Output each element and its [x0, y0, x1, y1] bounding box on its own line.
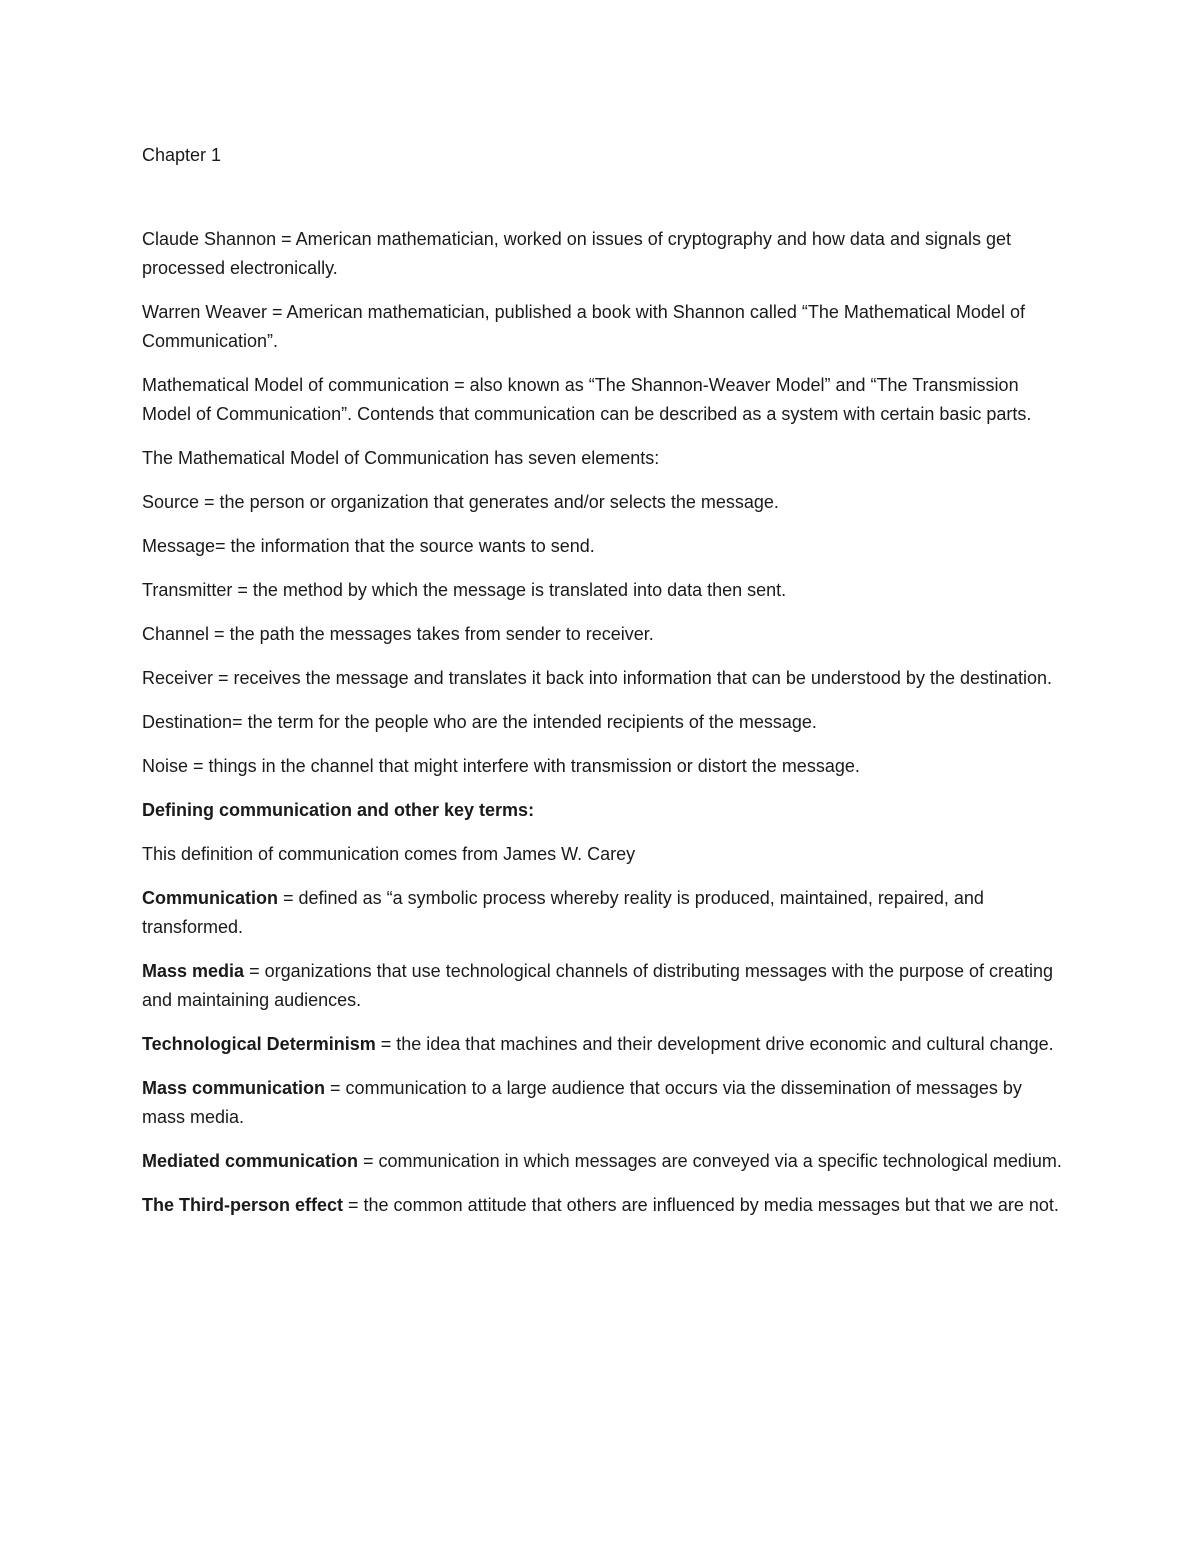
- paragraph-warren-weaver: [142, 298, 1062, 356]
- paragraph-third-person-effect: [142, 1191, 1062, 1220]
- term-definition: = communication in which messages are conveyed via a specific technological medium.: [358, 1151, 1062, 1171]
- paragraph-mass-media: [142, 957, 1062, 1015]
- paragraph-text: Message= the information that the source wants to send.: [142, 536, 595, 556]
- term-label: Technological Determinism: [142, 1034, 376, 1054]
- term-label: Communication: [142, 888, 279, 908]
- term-label: Mediated communication: [142, 1151, 359, 1171]
- paragraph-message: [142, 532, 1062, 561]
- paragraph-text: Transmitter = the method by which the message is translated into data then sent.: [142, 580, 787, 600]
- paragraph-noise: [142, 752, 1062, 781]
- term-label: The Third-person effect: [142, 1195, 344, 1215]
- paragraph-channel: [142, 620, 1062, 649]
- paragraph-text: The Mathematical Model of Communication has seven elements:: [142, 448, 660, 468]
- paragraph-carey-definition: [142, 840, 1062, 869]
- paragraph-text: Receiver = receives the message and translates it back into information that can be understood by the destination.: [142, 668, 1053, 688]
- paragraph-text: Destination= the term for the people who are the intended recipients of the message.: [142, 712, 817, 732]
- document-body: [142, 141, 1062, 1235]
- paragraph-destination: [142, 708, 1062, 737]
- paragraph-text: Channel = the path the messages takes from sender to receiver.: [142, 624, 654, 644]
- paragraph-receiver: [142, 664, 1062, 693]
- paragraph-communication: [142, 884, 1062, 942]
- paragraph-text: Claude Shannon = American mathematician, worked on issues of cryptography and how data and signals get processed electronically.: [142, 229, 1012, 278]
- paragraph-mediated-communication: [142, 1147, 1062, 1176]
- paragraph-text: Mathematical Model of communication = also known as “The Shannon-Weaver Model” and “The Transmission Model of Communication”. Contends that communication can be described as a system with certain basic parts.: [142, 375, 1032, 424]
- term-definition: = organizations that use technological channels of distributing messages with the purpose of creating and maintaining audiences.: [142, 961, 1054, 1010]
- paragraph-claude-shannon: [142, 225, 1062, 283]
- paragraph-text: Source = the person or organization that generates and/or selects the message.: [142, 492, 779, 512]
- paragraph-mass-communication: [142, 1074, 1062, 1132]
- chapter-title: Chapter 1: [142, 145, 222, 165]
- term-definition: = the common attitude that others are influenced by media messages but that we are not.: [343, 1195, 1059, 1215]
- term-definition: = the idea that machines and their development drive economic and cultural change.: [375, 1034, 1054, 1054]
- paragraph-technological-determinism: [142, 1030, 1062, 1059]
- paragraph-text: Warren Weaver = American mathematician, published a book with Shannon called “The Mathematical Model of Communication”.: [142, 302, 1025, 351]
- term-label: Mass media: [142, 961, 245, 981]
- paragraph-source: [142, 488, 1062, 517]
- term-definition: = defined as “a symbolic process whereby reality is produced, maintained, repaired, and transformed.: [142, 888, 984, 937]
- paragraph-mathematical-model: [142, 371, 1062, 429]
- paragraph-text: Noise = things in the channel that might interfere with transmission or distort the message.: [142, 756, 860, 776]
- section-heading: [142, 796, 1062, 825]
- term-label: Mass communication: [142, 1078, 326, 1098]
- term-definition: = communication to a large audience that occurs via the dissemination of messages by mass media.: [142, 1078, 1022, 1127]
- paragraph-text: This definition of communication comes from James W. Carey: [142, 844, 636, 864]
- heading-text: Defining communication and other key terms:: [142, 800, 535, 820]
- paragraph-seven-elements: [142, 444, 1062, 473]
- paragraph-transmitter: [142, 576, 1062, 605]
